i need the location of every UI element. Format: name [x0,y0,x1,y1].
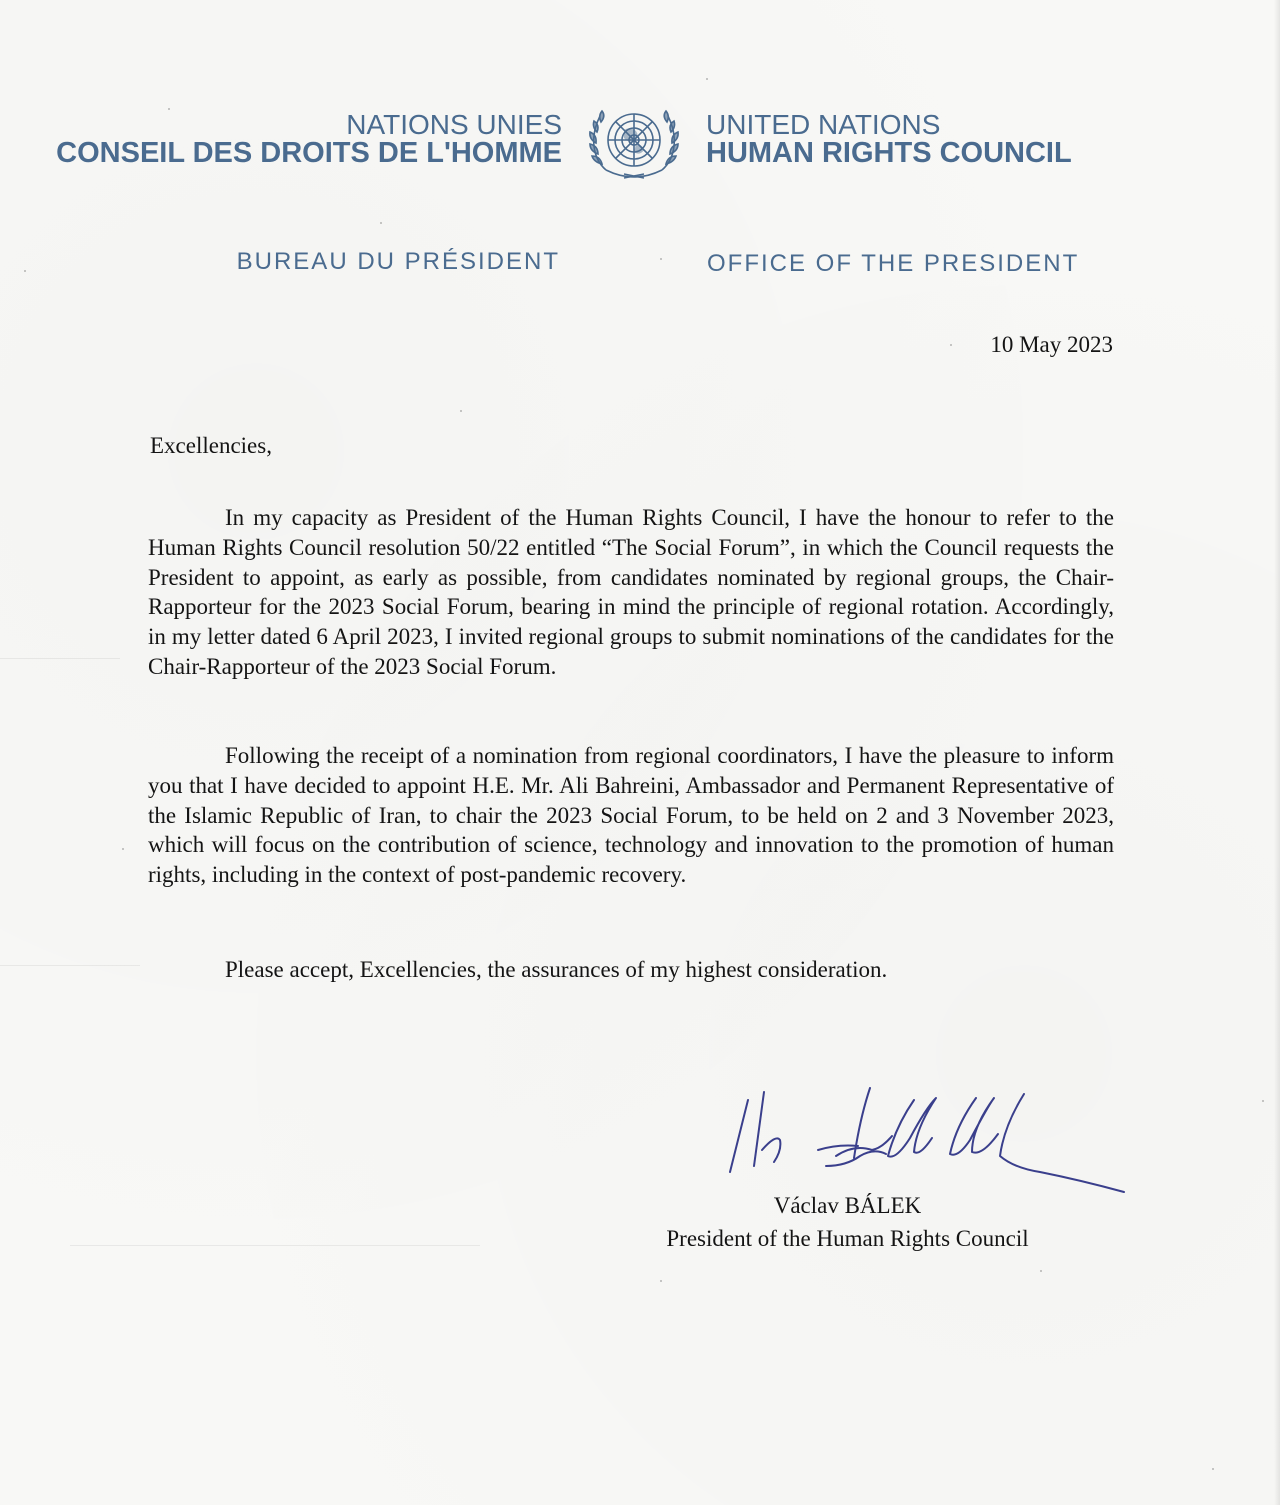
signer-name: Václav BÁLEK [773,1193,922,1218]
letterhead-fr-org: NATIONS UNIES [346,109,562,140]
page-edge-shadow [1274,0,1280,1505]
scan-artifact-line [0,965,140,966]
body-paragraph-1: In my capacity as President of the Human Rights Council, I have the honour to refer to the Human Rights Council resolution 50/22 entitled “The Social Forum”, in which the Council requests the President to appoint, as early as possible, from candidates nominated by regional groups, the Chair-Rapporteur for the 2023 Social Forum, bearing in mind the principle of regional rotation. Accordingly, in my letter dated 6 April 2023, I invited regional groups to submit nominations of the candidates for the Chair-Rapporteur of the 2023 Social Forum. [148,505,1114,679]
handwritten-signature [718,1080,1128,1210]
letterhead-en-org: UNITED NATIONS [706,109,941,140]
closing-paragraph: Please accept, Excellencies, the assurances of my highest consideration. [225,957,888,982]
letter-date: 10 May 2023 [990,332,1113,357]
letterhead-en-council: HUMAN RIGHTS COUNCIL [706,137,1072,169]
office-label-en: OFFICE OF THE PRESIDENT [707,250,1080,277]
un-emblem-icon [584,100,684,186]
office-label-fr: BUREAU DU PRÉSIDENT [236,248,560,275]
letterhead-fr-council: CONSEIL DES DROITS DE L'HOMME [56,137,562,169]
scan-artifact-line [70,1245,480,1246]
salutation: Excellencies, [150,433,272,458]
body-paragraph-2: Following the receipt of a nomination from regional coordinators, I have the pleasure to inform you that I have decided to appoint H.E. Mr. Ali Bahreini, Ambassador and Permanent Representative of the Islamic Republic of Iran, to chair the 2023 Social Forum, to be held on 2 and 3 November 2023, which will focus on the contribution of science, technology and innovation to the promotion of human rights, including in the context of post-pandemic recovery. [148,743,1114,888]
signer-title: President of the Human Rights Council [666,1226,1029,1251]
scan-artifact-line [0,658,120,659]
